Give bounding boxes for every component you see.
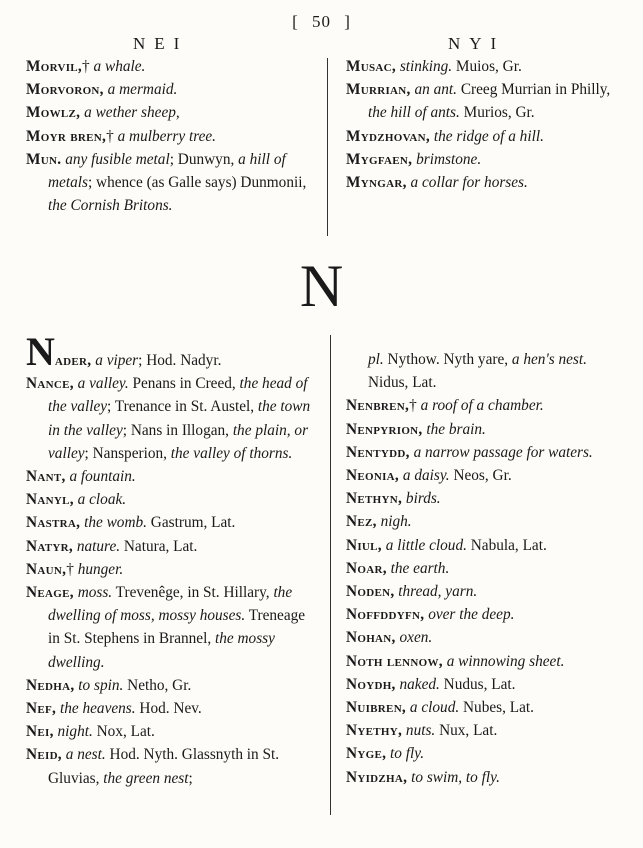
definition-italic: the dwelling of moss, mossy houses. xyxy=(48,584,293,625)
dictionary-entry xyxy=(346,534,622,557)
headword: Neage, xyxy=(26,584,74,602)
entry-text: Trevenêge, in St. Hillary, xyxy=(112,584,274,602)
dictionary-entry xyxy=(346,742,622,765)
definition-italic: a fountain. xyxy=(69,468,136,486)
headword: Nentydd, xyxy=(346,443,410,461)
definition-italic: a nest. xyxy=(65,746,106,764)
dictionary-entry xyxy=(26,488,316,511)
dictionary-entry xyxy=(346,394,622,417)
column-rule-upper xyxy=(327,58,328,236)
headword: Nef, xyxy=(26,700,57,718)
entry-text: Murios, Gr. xyxy=(459,104,535,122)
headword: Nyge, xyxy=(346,745,387,763)
dictionary-entry xyxy=(346,441,622,464)
drop-cap: N xyxy=(26,329,55,374)
dictionary-entry xyxy=(346,171,618,194)
headword: Nei, xyxy=(26,723,54,741)
continuation-entry xyxy=(346,348,622,394)
definition-italic: a hill of metals xyxy=(48,150,286,192)
definition-italic: to fly. xyxy=(390,745,425,763)
definition-italic: a little cloud. xyxy=(385,536,467,554)
entry-text: ; whence (as Galle says) Dunmonii, xyxy=(87,174,307,192)
entry-text: † xyxy=(106,127,118,145)
entry-text: Nux, Lat. xyxy=(435,722,498,740)
definition-italic: nuts. xyxy=(405,722,436,740)
headword: Neonia, xyxy=(346,467,400,485)
definition-italic: a cloak. xyxy=(77,491,127,509)
definition-italic: night. xyxy=(57,723,93,741)
definition-italic: pl. xyxy=(368,351,384,368)
headword: Mowlz, xyxy=(26,104,81,122)
dictionary-entry xyxy=(346,510,622,533)
definition-italic: naked. xyxy=(399,675,440,693)
headword: Mydzhovan, xyxy=(346,127,431,145)
headword: Nance, xyxy=(26,375,74,393)
upper-left-column xyxy=(26,55,308,217)
dictionary-entry xyxy=(26,697,316,720)
headword: Noar, xyxy=(346,559,387,577)
entry-text: Nox, Lat. xyxy=(92,723,155,741)
dictionary-entry xyxy=(346,78,618,124)
entry-text: Muios, Gr. xyxy=(452,58,522,75)
entry-text: Gastrum, Lat. xyxy=(146,514,236,532)
definition-italic: a hen's nest. xyxy=(511,351,587,368)
definition-italic: the valley of thorns. xyxy=(170,444,293,462)
definition-italic: a whale. xyxy=(93,58,146,75)
headword: Nant, xyxy=(26,468,66,486)
headword: ader, xyxy=(54,352,92,369)
entry-text: Neos, Gr. xyxy=(449,467,512,485)
definition-italic: a roof of a chamber. xyxy=(420,397,544,415)
definition-italic: stinking. xyxy=(399,58,453,75)
dictionary-entry xyxy=(26,329,316,374)
definition-italic: nigh. xyxy=(380,513,412,531)
headword: Murrian, xyxy=(346,81,411,99)
headword: Nenpyrion, xyxy=(346,420,423,438)
dictionary-entry xyxy=(346,696,622,719)
definition-italic: the head of the valley xyxy=(48,375,308,416)
entry-text: Treneage in St. Stephens in Brannel, xyxy=(48,607,306,648)
headword: Natyr, xyxy=(26,537,74,555)
dictionary-entry xyxy=(346,55,618,78)
entry-text: Creeg Murrian in Philly, xyxy=(457,81,611,99)
definition-italic: to spin. xyxy=(78,676,124,694)
headword: Neid, xyxy=(26,746,62,764)
definition-italic: an ant. xyxy=(414,81,457,99)
entry-text: † xyxy=(409,397,421,415)
dictionary-entry xyxy=(26,372,316,465)
headword: Nohan, xyxy=(346,629,396,647)
entry-text: Nidus, Lat. xyxy=(368,374,437,392)
entry-text: Nudus, Lat. xyxy=(439,675,516,693)
definition-italic: the green nest xyxy=(103,769,189,787)
definition-italic: the Cornish Britons. xyxy=(48,197,173,215)
bracket-left: [ xyxy=(292,12,299,31)
headword: Niul, xyxy=(346,536,382,554)
headword: Noden, xyxy=(346,583,395,601)
dictionary-entry xyxy=(346,673,622,696)
headword: Nedha, xyxy=(26,676,75,694)
headword: Noffddyfn, xyxy=(346,606,425,624)
definition-italic: a cloud. xyxy=(409,699,460,717)
dictionary-entry xyxy=(26,558,316,581)
definition-italic: the earth. xyxy=(390,559,450,577)
page-number-value: 50 xyxy=(312,12,331,31)
entry-text: Netho, Gr. xyxy=(123,676,192,694)
dictionary-entry xyxy=(346,418,622,441)
entry-text: Nubes, Lat. xyxy=(459,699,534,717)
lower-right-entries xyxy=(346,394,622,788)
dictionary-entry xyxy=(26,78,308,101)
definition-italic: a valley. xyxy=(77,375,129,393)
definition-italic: a winnowing sheet. xyxy=(446,652,565,670)
headword: Nastra, xyxy=(26,514,81,532)
definition-italic: a daisy. xyxy=(402,467,450,485)
headword: Nenbren, xyxy=(346,397,410,415)
dictionary-entry xyxy=(26,743,316,789)
definition-italic: a mulberry tree. xyxy=(117,127,216,145)
dictionary-entry xyxy=(346,766,622,789)
entry-text: ; Nansperion, xyxy=(84,444,171,462)
upper-right-column xyxy=(346,55,618,194)
definition-italic: a narrow passage for waters. xyxy=(413,443,593,461)
dictionary-entry xyxy=(26,674,316,697)
bracket-right: ] xyxy=(344,12,351,31)
entry-text: Natura, Lat. xyxy=(120,537,198,555)
definition-italic: thread, yarn. xyxy=(398,583,478,601)
headword: Morvoron, xyxy=(26,81,104,99)
definition-italic: the womb. xyxy=(84,514,147,532)
headword: Nanyl, xyxy=(26,491,74,509)
entry-text: Hod. Nyth. Glassnyth in St. Gluvias, xyxy=(48,746,280,787)
entry-text: Nabula, Lat. xyxy=(466,536,547,554)
dictionary-entry xyxy=(26,101,308,124)
dictionary-entry xyxy=(26,535,316,558)
definition-italic: a wether sheep, xyxy=(84,104,180,122)
definition-italic: oxen. xyxy=(399,629,433,647)
headword: Noydh, xyxy=(346,675,396,693)
definition-italic: nature. xyxy=(76,537,121,555)
definition-italic: the mossy dwelling. xyxy=(48,630,275,671)
dictionary-entry xyxy=(346,580,622,603)
dictionary-entry xyxy=(346,603,622,626)
dictionary-entry xyxy=(26,125,308,148)
headword: Musac, xyxy=(346,58,397,75)
headword: Myngar, xyxy=(346,174,407,192)
headword: Nez, xyxy=(346,513,377,531)
definition-italic: the brain. xyxy=(426,420,486,438)
dictionary-entry xyxy=(346,464,622,487)
dictionary-entry xyxy=(346,148,618,171)
headword: Nyidzha, xyxy=(346,768,408,786)
entry-text: ; Nans in Illogan, xyxy=(122,421,233,439)
column-rule-lower xyxy=(330,335,331,815)
section-letter: N xyxy=(299,253,344,319)
dictionary-entry xyxy=(26,581,316,674)
headword: Mun. xyxy=(26,150,62,168)
dictionary-entry xyxy=(346,125,618,148)
definition-italic: a mermaid. xyxy=(107,81,178,99)
headword: Mygfaen, xyxy=(346,150,413,168)
entry-text: ; Dunwyn, xyxy=(169,150,239,168)
definition-italic: the town in the valley xyxy=(48,398,311,439)
entry-text: ; Hod. Nadyr. xyxy=(138,352,222,369)
page-number xyxy=(0,12,643,32)
entry-text: † xyxy=(66,560,78,578)
definition-italic: over the deep. xyxy=(428,606,515,624)
dictionary-entry xyxy=(26,148,308,218)
headword: Noth lennow, xyxy=(346,652,443,670)
dictionary-entry xyxy=(346,650,622,673)
dictionary-entry xyxy=(26,55,308,78)
definition-italic: birds. xyxy=(405,490,441,508)
definition-italic: a viper xyxy=(95,352,139,369)
dictionary-entry xyxy=(346,719,622,742)
definition-italic: hunger. xyxy=(77,560,124,578)
definition-italic: the plain, or valley xyxy=(48,421,309,462)
dictionary-entry xyxy=(26,465,316,488)
dictionary-entry xyxy=(346,487,622,510)
entry-text: Nythow. Nyth yare, xyxy=(383,351,512,368)
dictionary-entry xyxy=(346,557,622,580)
running-head-left: NEI xyxy=(133,34,189,53)
headword: Nethyn, xyxy=(346,490,403,508)
definition-italic: moss. xyxy=(77,584,113,602)
entry-text: Hod. Nev. xyxy=(135,700,202,718)
headword: Naun, xyxy=(26,560,67,578)
dictionary-entry xyxy=(26,511,316,534)
dictionary-entry xyxy=(26,720,316,743)
definition-italic: to swim, to fly. xyxy=(411,768,500,786)
definition-italic: the hill of ants. xyxy=(368,104,460,122)
entry-text: Penans in Creed, xyxy=(128,375,240,393)
lower-right-column xyxy=(346,348,622,789)
definition-italic: brimstone. xyxy=(416,150,482,168)
dictionary-entry xyxy=(346,626,622,649)
headword: Moyr bren, xyxy=(26,127,107,145)
headword: Nyethy, xyxy=(346,722,403,740)
headword: Morvil, xyxy=(26,58,83,75)
definition-italic: the ridge of a hill. xyxy=(433,127,544,145)
headword: Nuibren, xyxy=(346,699,407,717)
definition-italic: the heavens. xyxy=(59,700,136,718)
definition-italic: any fusible metal xyxy=(65,150,170,168)
lower-left-column xyxy=(26,329,316,790)
running-head-right: NYI xyxy=(448,34,506,53)
entry-text: ; Trenance in St. Austel, xyxy=(107,398,258,416)
definition-italic: a collar for horses. xyxy=(410,174,528,192)
entry-text: ; xyxy=(188,769,193,787)
entry-text: † xyxy=(82,58,94,75)
